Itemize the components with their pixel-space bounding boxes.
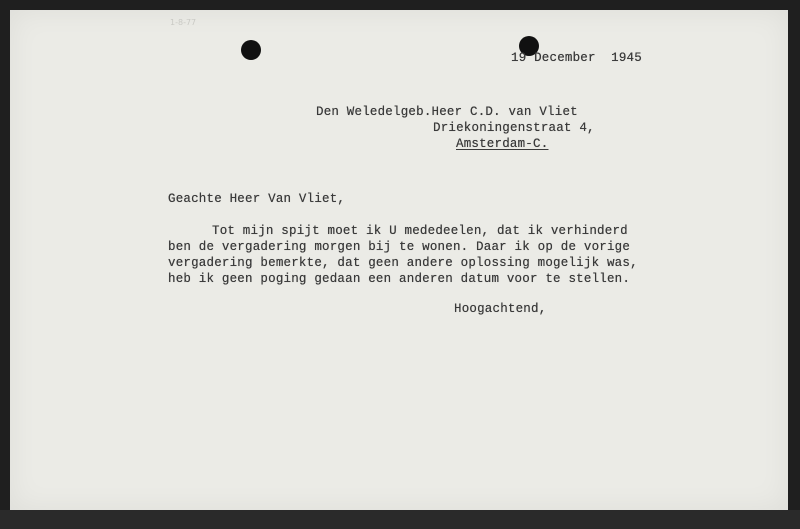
letter-sheet [10,10,788,510]
addressee-line-3: Amsterdam-C. [456,137,549,151]
salutation: Geachte Heer Van Vliet, [168,192,346,206]
scan-border [0,510,800,529]
pencil-note: 1-8-77 [170,18,197,27]
punch-hole-left [241,40,261,60]
body-line-4: heb ik geen poging gedaan een anderen datum voor te stellen. [168,272,631,286]
addressee-line-1: Den Weledelgeb.Heer C.D. van Vliet [316,105,578,119]
closing: Hoogachtend, [454,302,547,316]
addressee-line-2: Driekoningenstraat 4, [433,121,595,135]
body-line-1: Tot mijn spijt moet ik U mededeelen, dat ik verhinderd [212,224,628,238]
body-line-2: ben de vergadering morgen bij te wonen. Daar ik op de vorige [168,240,631,254]
body-line-3: vergadering bemerkte, dat geen andere oplossing mogelijk was, [168,256,638,270]
letter-date: 19 December 1945 [511,51,642,65]
